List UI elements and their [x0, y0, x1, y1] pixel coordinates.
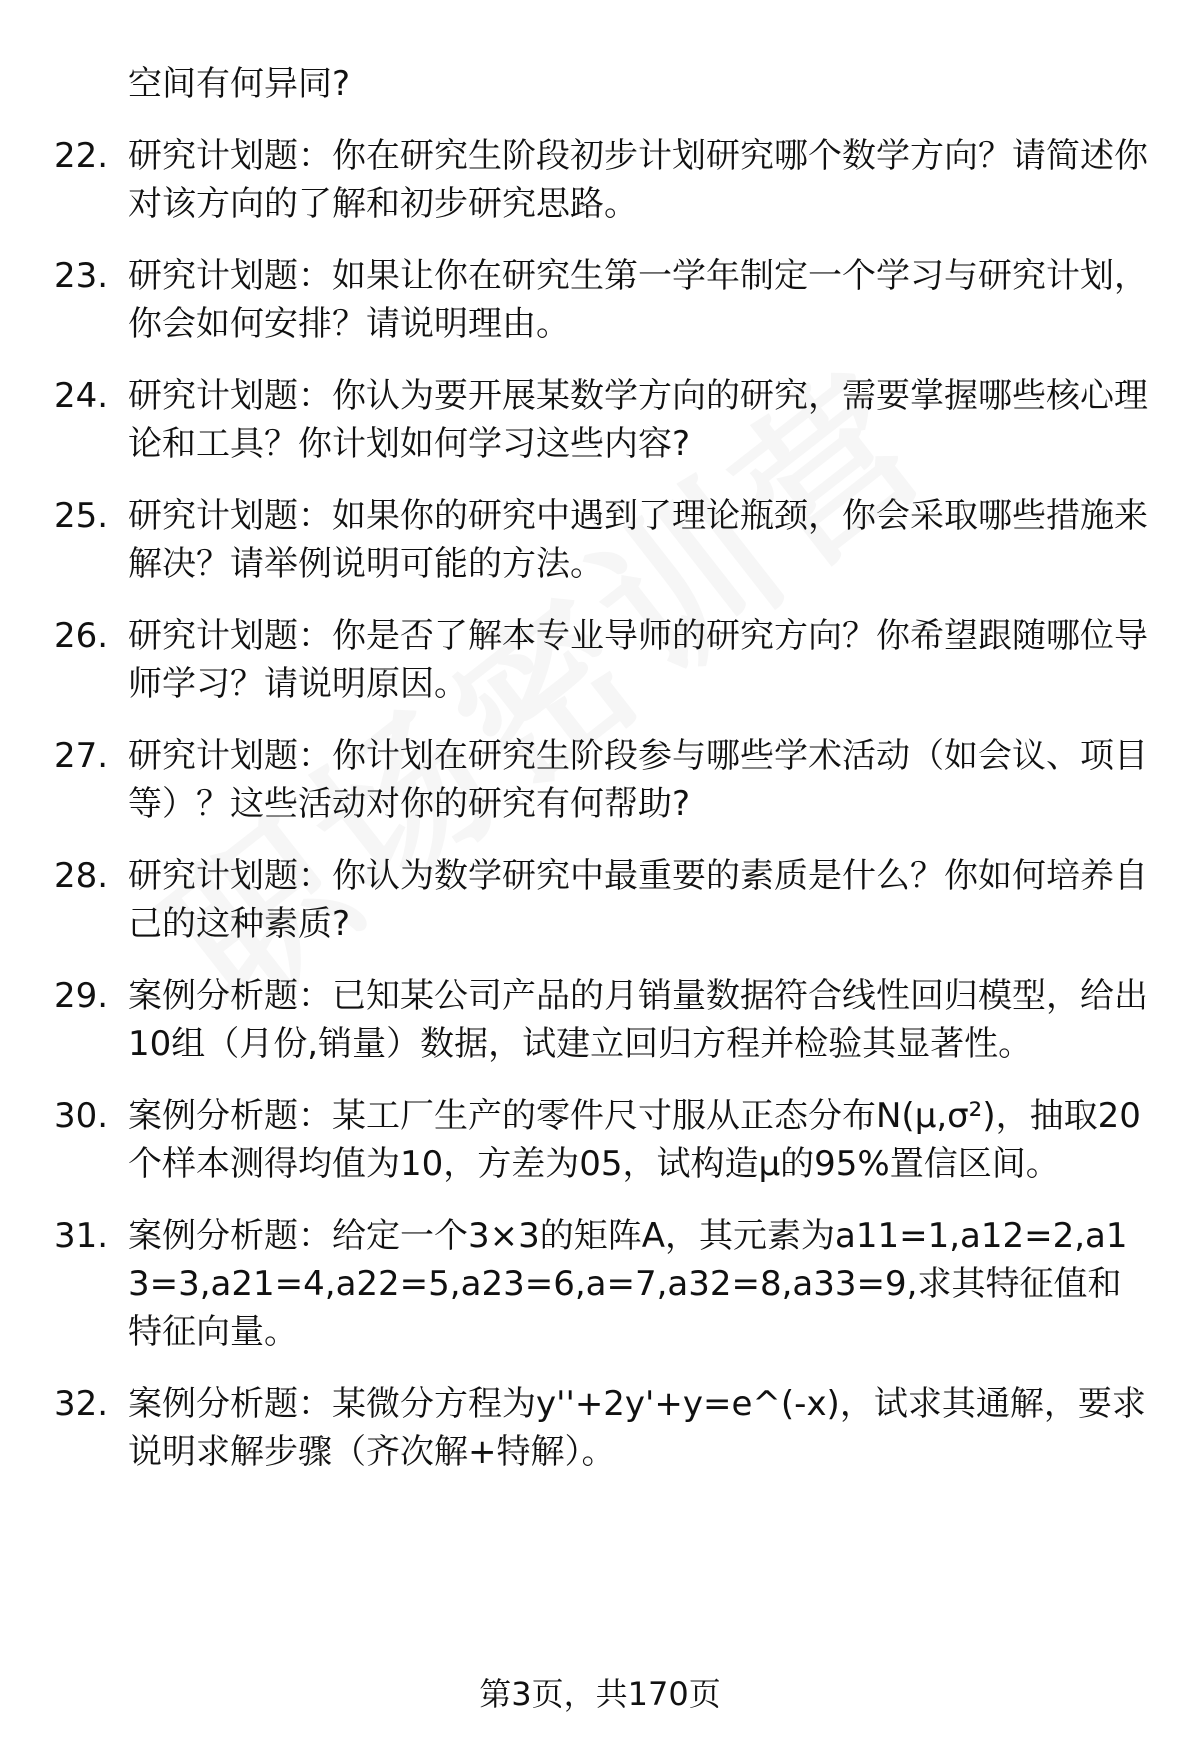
item-number: 27. [54, 736, 109, 776]
page-footer: 第3页，共170页 [479, 1675, 721, 1713]
item-text: 研究计划题：你计划在研究生阶段参与哪些学术活动（如会议、项目等）？这些活动对你的研究有何帮助? [128, 736, 1148, 824]
item-number: 30. [54, 1096, 109, 1136]
item-number: 25. [54, 496, 109, 536]
item-number: 32. [54, 1384, 109, 1424]
item-number: 23. [54, 256, 109, 296]
item-text: 研究计划题：你是否了解本专业导师的研究方向？你希望跟随哪位导师学习？请说明原因。 [128, 616, 1148, 704]
item-text: 案例分析题：已知某公司产品的月销量数据符合线性回归模型，给出10组（月份,销量）数据，试建立回归方程并检验其显著性。 [128, 976, 1148, 1064]
item-number: 31. [54, 1216, 109, 1256]
continuation-text: 空间有何异同? [128, 64, 351, 104]
item-number: 26. [54, 616, 109, 656]
item-number: 28. [54, 856, 109, 896]
item-text: 研究计划题：如果让你在研究生第一学年制定一个学习与研究计划，你会如何安排？请说明理由。 [128, 256, 1148, 344]
item-text: 研究计划题：如果你的研究中遇到了理论瓶颈，你会采取哪些措施来解决？请举例说明可能的方法。 [128, 496, 1148, 584]
item-number: 22. [54, 136, 109, 176]
item-text: 案例分析题：某微分方程为y''+2y'+y=e^(-x)，试求其通解，要求说明求解步骤（齐次解+特解）。 [128, 1384, 1146, 1472]
item-text: 研究计划题：你认为数学研究中最重要的素质是什么？你如何培养自己的这种素质? [128, 856, 1148, 944]
item-number: 29. [54, 976, 109, 1016]
item-text: 案例分析题：某工厂生产的零件尺寸服从正态分布N(μ,σ²)，抽取20个样本测得均值为10，方差为05，试构造μ的95%置信区间。 [128, 1096, 1141, 1184]
item-text: 研究计划题：你在研究生阶段初步计划研究哪个数学方向？请简述你对该方向的了解和初步研究思路。 [128, 136, 1148, 224]
item-number: 24. [54, 376, 109, 416]
item-text: 研究计划题：你认为要开展某数学方向的研究，需要掌握哪些核心理论和工具？你计划如何学习这些内容? [128, 376, 1148, 464]
item-text: 案例分析题：给定一个3×3的矩阵A，其元素为a11=1,a12=2,a13=3,a21=4,a22=5,a23=6,a=7,a32=8,a33=9,求其特征值和特征向量。 [128, 1216, 1128, 1352]
